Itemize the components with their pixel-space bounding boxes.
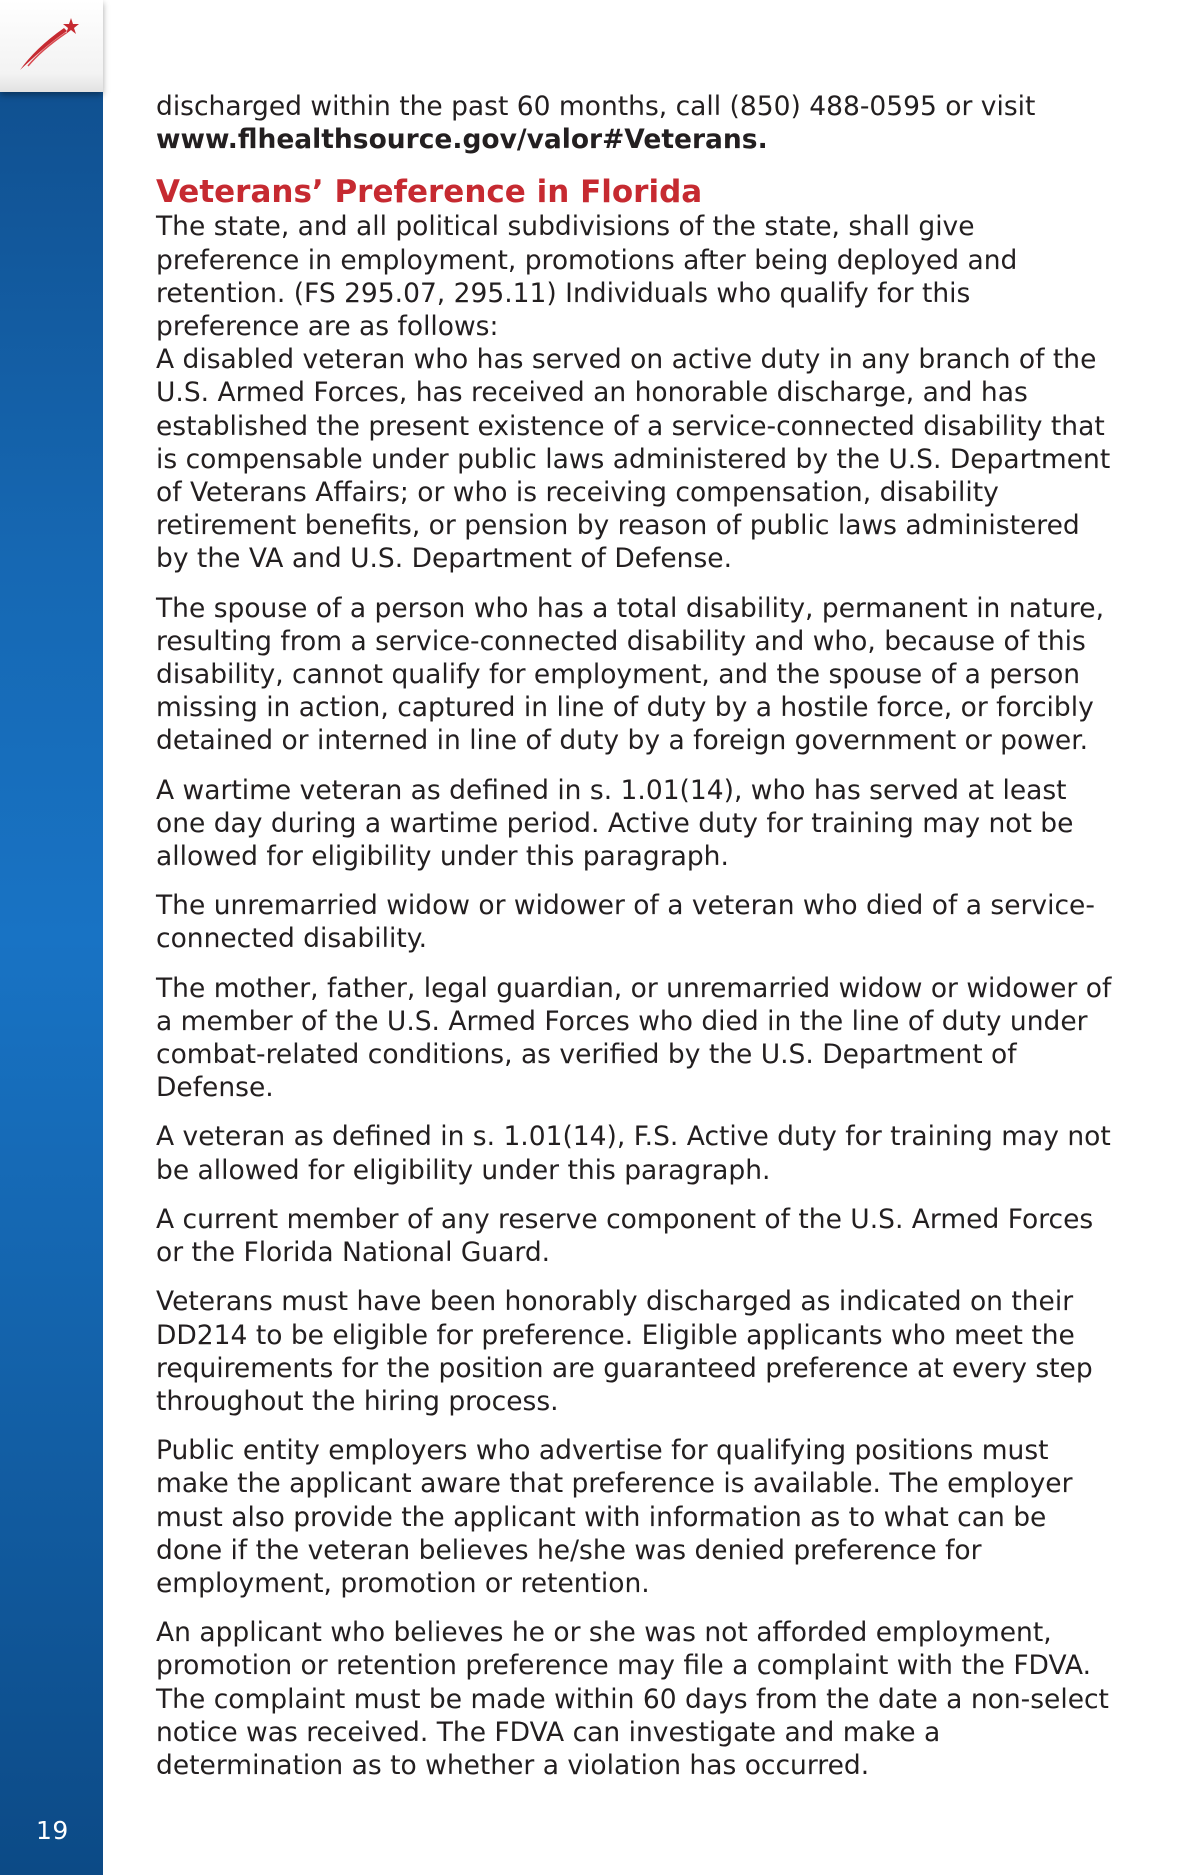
- paragraph-family-member: The mother, father, legal guardian, or unremarried widow or widower of a member of the U.S. Armed Forces who died in the line of duty under combat-related conditions, as verified by the U.S. Department of Defense.: [156, 972, 1112, 1104]
- section-lead: The state, and all political subdivisions of the state, shall give preference in employment, promotions after being deployed and retention. (FS 295.07, 295.11) Individuals who qualify for this preference are as follows:: [156, 211, 1018, 343]
- logo-tab: [0, 0, 103, 92]
- paragraph-veteran: A veteran as defined in s. 1.01(14), F.S. Active duty for training may not be allowed for eligibility under this paragraph.: [156, 1121, 1111, 1186]
- paragraph-complaint: An applicant who believes he or she was not afforded employment, promotion or retention preference may file a complaint with the FDVA. The complaint must be made within 60 days from the date a non-select notice was received. The FDVA can investigate and make a determination as to whether a violation has occurred.: [156, 1617, 1109, 1781]
- paragraph-unremarried-widow: The unremarried widow or widower of a veteran who died of a service-connected disability.: [156, 890, 1095, 955]
- paragraph-discharge-requirement: Veterans must have been honorably discharged as indicated on their DD214 to be eligible for preference. Eligible applicants who meet the requirements for the position are guaranteed preference at every step throughout the hiring process.: [156, 1286, 1093, 1417]
- intro-paragraph: [156, 90, 1118, 156]
- paragraph-employer-duty: Public entity employers who advertise for qualifying positions must make the applicant aware that preference is available. The employer must also provide the applicant with information as to what can be done if the veteran believes he/she was denied preference for employment, promotion or retention.: [156, 1435, 1073, 1599]
- paragraph-disabled-veteran: A disabled veteran who has served on active duty in any branch of the U.S. Armed Forces, has received an honorable discharge, and has established the present existence of a service-connected disability that is compensable under public laws administered by the U.S. Department of Veterans Affairs; or who is receiving compensation, disability retirement benefits, or pension by reason of public laws administered by the VA and U.S. Department of Defense.: [156, 344, 1111, 575]
- section-heading: Veterans’ Preference in Florida: [156, 174, 703, 211]
- shooting-star-icon: [14, 14, 84, 74]
- paragraph-wartime-veteran: A wartime veteran as defined in s. 1.01(14), who has served at least one day during a wartime period. Active duty for training may not be allowed for eligibility under this paragraph.: [156, 774, 1074, 873]
- valor-link[interactable]: www.flhealthsource.gov/valor#Veterans.: [156, 124, 768, 156]
- paragraph-spouse: The spouse of a person who has a total disability, permanent in nature, resulting from a service-connected disability and who, because of this disability, cannot qualify for employment, and the spouse of a person missing in action, captured in line of duty by a hostile force, or forcibly detained or interned in line of duty by a foreign government or power.: [156, 592, 1105, 757]
- page-number: 19: [36, 1816, 69, 1845]
- sidebar-band: [0, 0, 103, 1875]
- intro-text: discharged within the past 60 months, call (850) 488-0595 or visit: [156, 91, 1036, 122]
- paragraph-reserve-member: A current member of any reserve component of the U.S. Armed Forces or the Florida National Guard.: [156, 1203, 1094, 1269]
- document-body: [156, 90, 1118, 1798]
